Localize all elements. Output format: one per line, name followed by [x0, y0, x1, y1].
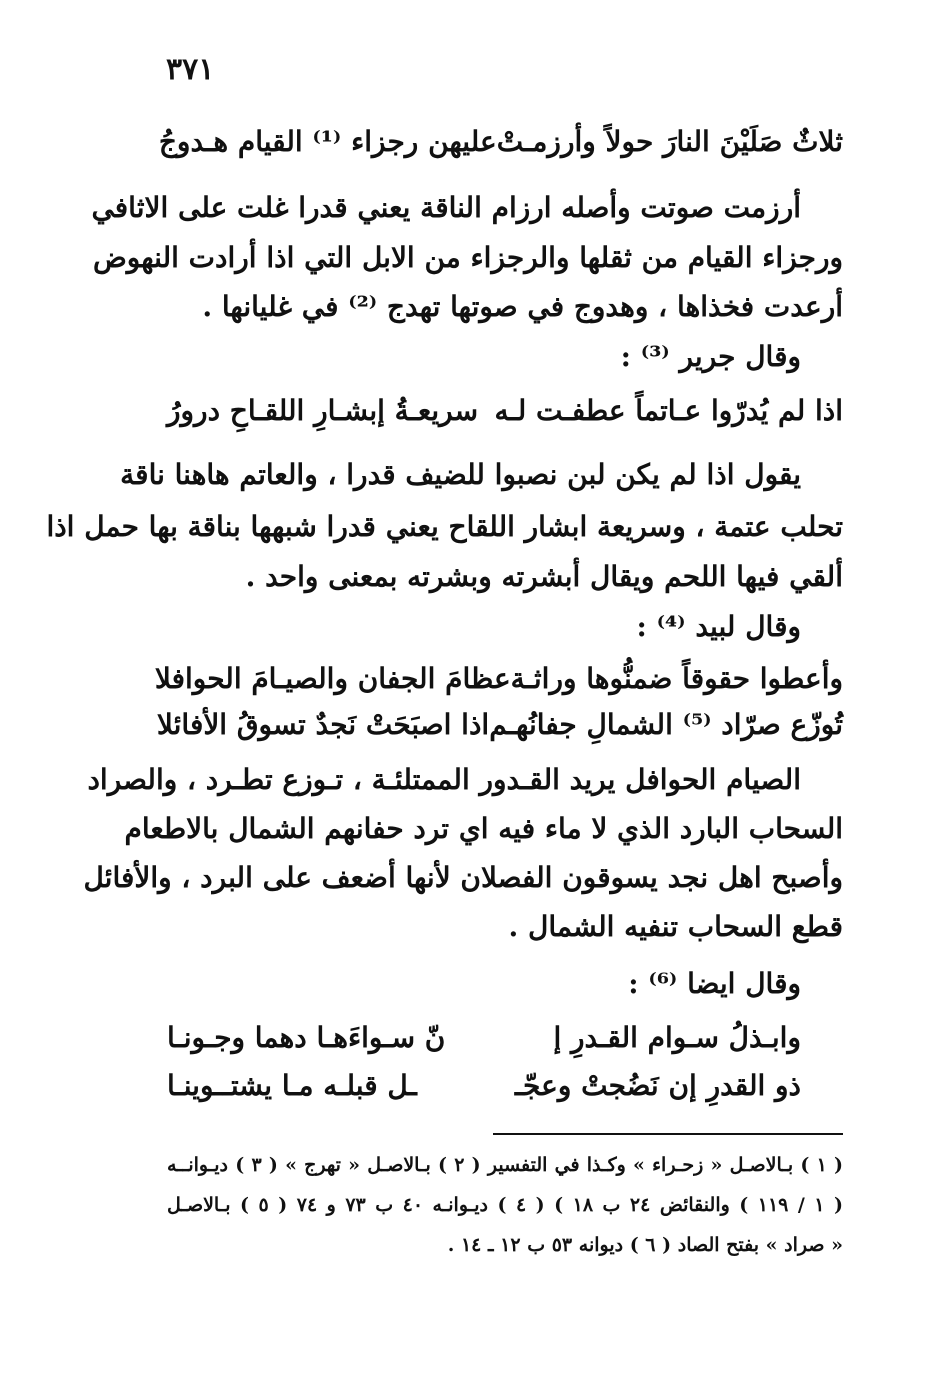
- verse-first-hemistich: ثلاثٌ صَلَيْنَ النارَ حولاً وأرزمـتْ: [496, 125, 843, 158]
- footnote-line: ( ١ ) بـالاصـل « زحـراء » وكـذا في التفسير ( ٢ ) بـالاصـل « تهرج » ( ٣ ) ديـوانــه: [167, 1154, 843, 1176]
- verse-second-hemistich: عظامَ الجفان والصيـامَ الحوافلا: [154, 662, 511, 695]
- verse-second-hemistich: نّ سـواءَهـا دهما وجـونـا: [167, 1021, 446, 1054]
- verse-line: [154, 662, 843, 695]
- verse-second-hemistich: ـل قبلـه مـا يشتــوينـا: [167, 1069, 417, 1102]
- verse-second-hemistich: عليهن رجزاء ⁽¹⁾ القيام هـدوجُ: [158, 125, 497, 158]
- prose-line: قطع السحاب تنفيه الشمال .: [508, 910, 843, 943]
- prose-line: يقول اذا لم يكن لبن نصبوا للضيف قدرا ، والعاتم هاهنا ناقة: [120, 458, 801, 491]
- verse-line: [167, 394, 843, 427]
- prose-line: تحلب عتمة ، وسريعة ابشار اللقاح يعني قدرا شبهها بناقة بها حمل اذا: [46, 510, 843, 543]
- prose-line: أرزمت صوتت وأصله ارزام الناقة يعني قدرا غلت على الاثافي: [91, 191, 801, 224]
- verse-second-hemistich: سريعـةُ إبشـارِ اللقـاحِ درورُ: [167, 394, 479, 427]
- verse-first-hemistich: تُوزّع صرّاد ⁽⁵⁾ الشمالِ جفانُهـم: [489, 708, 843, 741]
- prose-line: ألقي فيها اللحم ويقال أبشرته وبشرته بمعنى واحد .: [245, 560, 843, 593]
- verse-first-hemistich: وابـذلُ سـوام القـدرِ إ: [553, 1021, 801, 1054]
- verse-line: [167, 1069, 801, 1102]
- page-number: ٣٧١: [166, 52, 215, 87]
- verse-second-hemistich: اذا اصبَحَتْ نَجدٌ تسوقُ الأفائلا: [156, 708, 490, 741]
- footnote-divider: [493, 1133, 843, 1135]
- prose-line: أرعدت فخذاها ، وهدوج في صوتها تهدج ⁽²⁾ في غليانها .: [202, 290, 843, 323]
- verse-line: [156, 708, 843, 741]
- prose-line: ورجزاء القيام من ثقلها والرجزاء من الابل التي اذا أرادت النهوض: [92, 241, 843, 274]
- verse-first-hemistich: ذو القدرِ إن نَضُجتْ وعجّـ: [514, 1069, 801, 1102]
- verse-first-hemistich: وأعطوا حقوقاً ضمنُّوها وراثـة: [510, 662, 843, 695]
- footnote-line: « صراد » بفتح الصاد ( ٦ ) ديوانه ٥٣ ب ١٢ ـ ١٤ .: [447, 1234, 843, 1256]
- verse-first-hemistich: اذا لم يُدرّوا عـاتماً عطفـت لـه: [494, 394, 843, 427]
- prose-line: السحاب البارد الذي لا ماء فيه اي ترد حفانهم الشمال بالاطعام: [124, 812, 843, 845]
- verse-line: [158, 125, 843, 158]
- prose-line: وأصبح اهل نجد يسوقون الفصلان لأنها أضعف على البرد ، والأفائل: [83, 861, 843, 894]
- prose-line: الصيام الحوافل يريد القـدور الممتلئـة ، تـوزع تطـرد ، والصراد: [87, 763, 801, 796]
- verse-intro: وقال جرير ⁽³⁾ :: [620, 340, 801, 373]
- verse-intro: وقال لبيد ⁽⁴⁾ :: [636, 610, 801, 643]
- verse-intro: وقال ايضا ⁽⁶⁾ :: [628, 967, 801, 1000]
- footnote-line: ( ١ / ١١٩ ) والنقائض ٢٤ ب ١٨ ) ( ٤ ) ديـوانـه ٤٠ ب ٧٣ و ٧٤ ( ٥ ) بـالاصـل: [167, 1194, 843, 1216]
- verse-line: [167, 1021, 801, 1054]
